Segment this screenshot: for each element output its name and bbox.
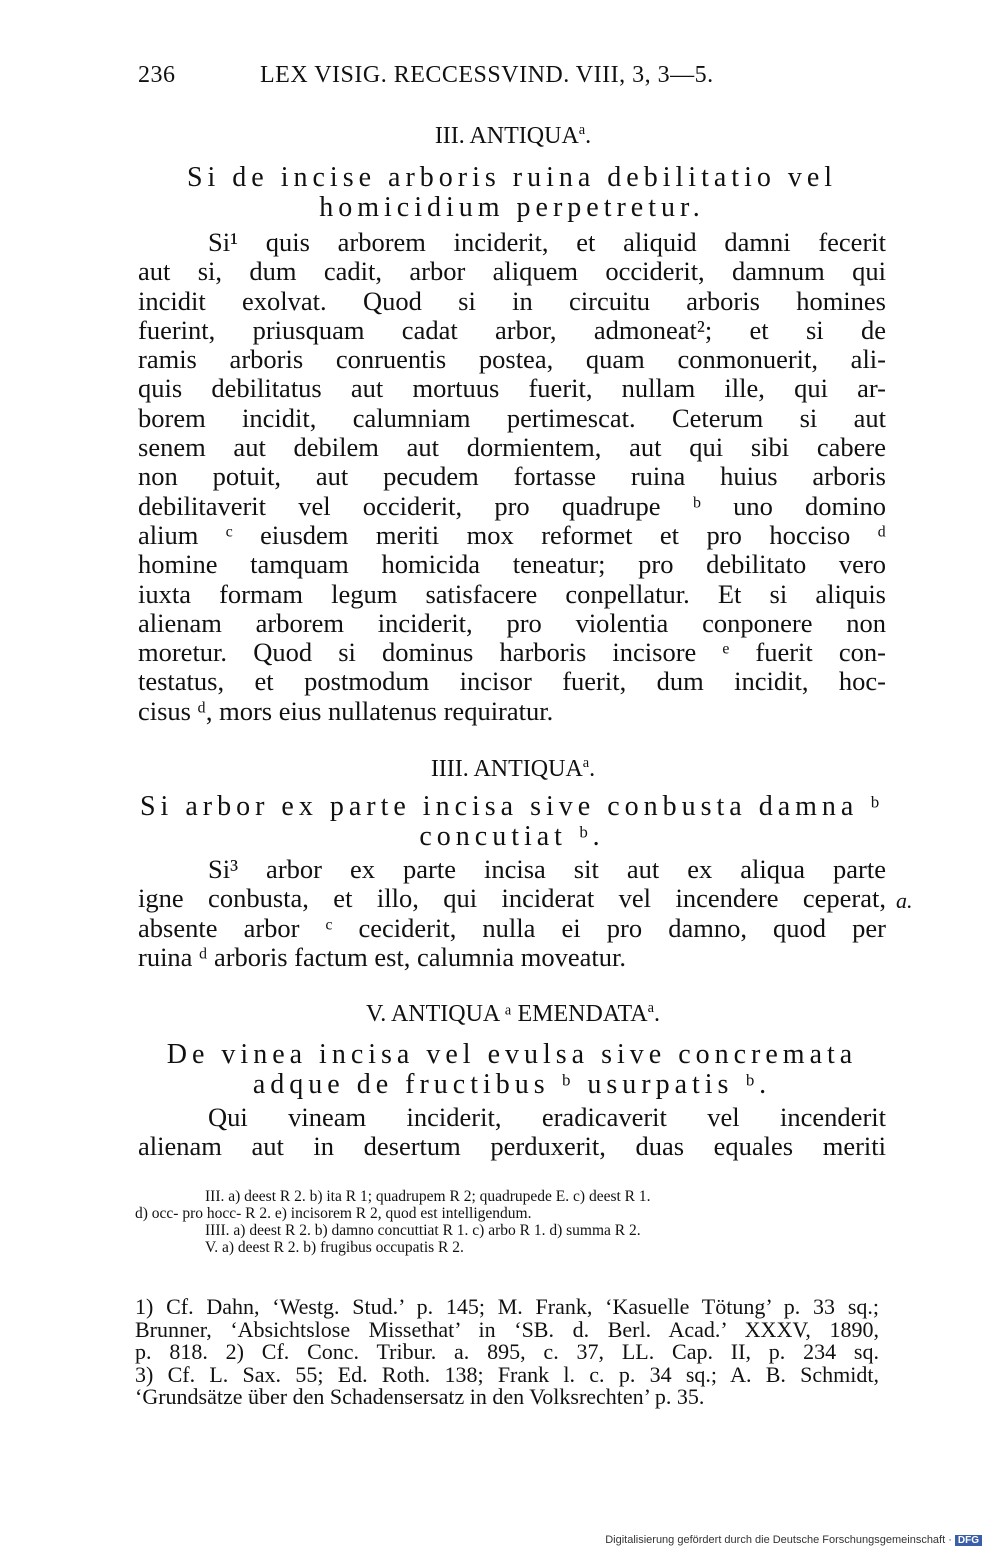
margin-note: a. [896,888,913,913]
footnote-line: ‘Grundsätze über den Schadensersatz in den Volksrechten’ p. 35. [135,1384,705,1409]
footer-text: Digitalisierung gefördert durch die Deutsche Forschungsgemeinschaft · [605,1534,952,1546]
text-line: alium ᶜ eiusdem meriti mox reformet et pro hocciso ᵈ [138,519,886,550]
critical-apparatus [135,1188,885,1256]
text-line: quis debilitatus aut mortuus fuerit, nullam ille, qui ar- [138,373,886,404]
text-line: borem incidit, calumniam pertimescat. Ceterum si aut [138,402,886,433]
text-line: cisus ᵈ, mors eius nullatenus requiratur. [138,695,554,726]
text-line: Qui vineam inciderit, eradicaverit vel incenderit [208,1102,886,1132]
rubric-line: Si arbor ex parte incisa sive conbusta damna ᵇ [139,791,885,822]
text-line: Si³ arbor ex parte incisa sit aut ex aliqua parte [208,854,886,884]
rubric-line: De vinea incisa vel evulsa sive concremata [166,1039,858,1070]
rubric-v [132,1040,892,1100]
text-line: non potuit, aut pecudem fortasse ruina huius arboris [138,461,886,492]
rubric-line: concutiat ᵇ. [419,821,605,852]
text-line: ramis arboris conruentis postea, quam conmonuerit, ali- [138,344,886,375]
rubric-line: homicidium perpetretur. [319,192,705,223]
text-line: fuerint, priusquam cadat arbor, admoneat²; et si de [138,314,886,345]
text-line: alienam aut in desertum perduxerit, duas equales meriti [138,1131,886,1162]
text-line: homine tamquam homicida teneatur; pro debilitato vero [138,549,886,580]
footnote-line: p. 818. 2) Cf. Conc. Tribur. a. 895, c. 37, LL. Cap. II, p. 234 sq. [135,1339,879,1364]
page-number: 236 [138,62,176,88]
footnote-line: 3) Cf. L. Sax. 55; Ed. Roth. 138; Frank l. c. p. 34 sq.; A. B. Schmidt, [135,1361,879,1387]
text-line: igne conbusta, et illo, qui inciderat vel incendere ceperat, [138,883,886,914]
text-line: Si¹ quis arborem inciderit, et aliquid damni fecerit [208,227,886,257]
text-block-iii [138,228,886,726]
text-line: ruina ᵈ arboris factum est, calumnia moveatur. [138,941,627,972]
text-line: testatus, et postmodum incisor fuerit, dum incidit, hoc- [138,666,886,697]
footnotes [135,1296,879,1409]
section-heading-iiii: IIII. ANTIQUA$^a$. [430,755,596,782]
text-line: senem aut debilem aut dormientem, aut qui sibi cabere [138,432,886,463]
section-heading-v: V. ANTIQUA ᵃ EMENDATA$^a$. [366,1000,660,1027]
text-block-iiii [138,855,886,972]
rubric-iiii [132,792,892,852]
running-title: LEX VISIG. RECCESSVIND. VIII, 3, 3—5. [260,62,714,88]
text-line: incidit exolvat. Quod si in circuitu arboris homines [138,285,886,316]
text-block-v [138,1103,886,1162]
digitization-footer [605,1534,982,1546]
apparatus-line: III. a) deest R 2. b) ita R 1; quadrupem R 2; quadrupede E. c) deest R 1. [205,1188,651,1205]
text-line: absente arbor ᶜ ceciderit, nulla ei pro damno, quod per [138,912,886,943]
apparatus-line: IIII. a) deest R 2. b) damno concuttiat R 1. c) arbo R 1. d) summa R 2. [205,1222,641,1239]
dfg-logo: DFG [955,1535,982,1546]
text-line: debilitaverit vel occiderit, pro quadrupe ᵇ uno domino [138,490,886,521]
text-line: iuxta formam legum satisfacere conpellatur. Et si aliquis [138,578,886,609]
apparatus-line: V. a) deest R 2. b) frugibus occupatis R 2. [205,1239,464,1256]
footnote-line: 1) Cf. Dahn, ‘Westg. Stud.’ p. 145; M. Frank, ‘Kasuelle Tötung’ p. 33 sq.; [135,1294,879,1319]
text-line: moretur. Quod si dominus harboris incisore ᵉ fuerit con- [138,637,886,668]
text-line: alienam arborem inciderit, pro violentia conponere non [138,607,886,638]
section-heading-iii: III. ANTIQUA$^a$. [434,122,592,149]
apparatus-line: d) occ- pro hocc- R 2. e) incisorem R 2, quod est intelligendum. [135,1205,532,1222]
rubric-line: Si de incise arboris ruina debilitatio vel [186,162,838,193]
rubric-iii [132,163,892,223]
rubric-line: adque de fructibus ᵇ usurpatis ᵇ. [252,1069,772,1100]
text-line: aut si, dum cadit, arbor aliquem occiderit, damnum qui [138,256,886,287]
footnote-line: Brunner, ‘Absichtslose Missethat’ in ‘SB. d. Berl. Acad.’ XXXV, 1890, [135,1316,879,1342]
